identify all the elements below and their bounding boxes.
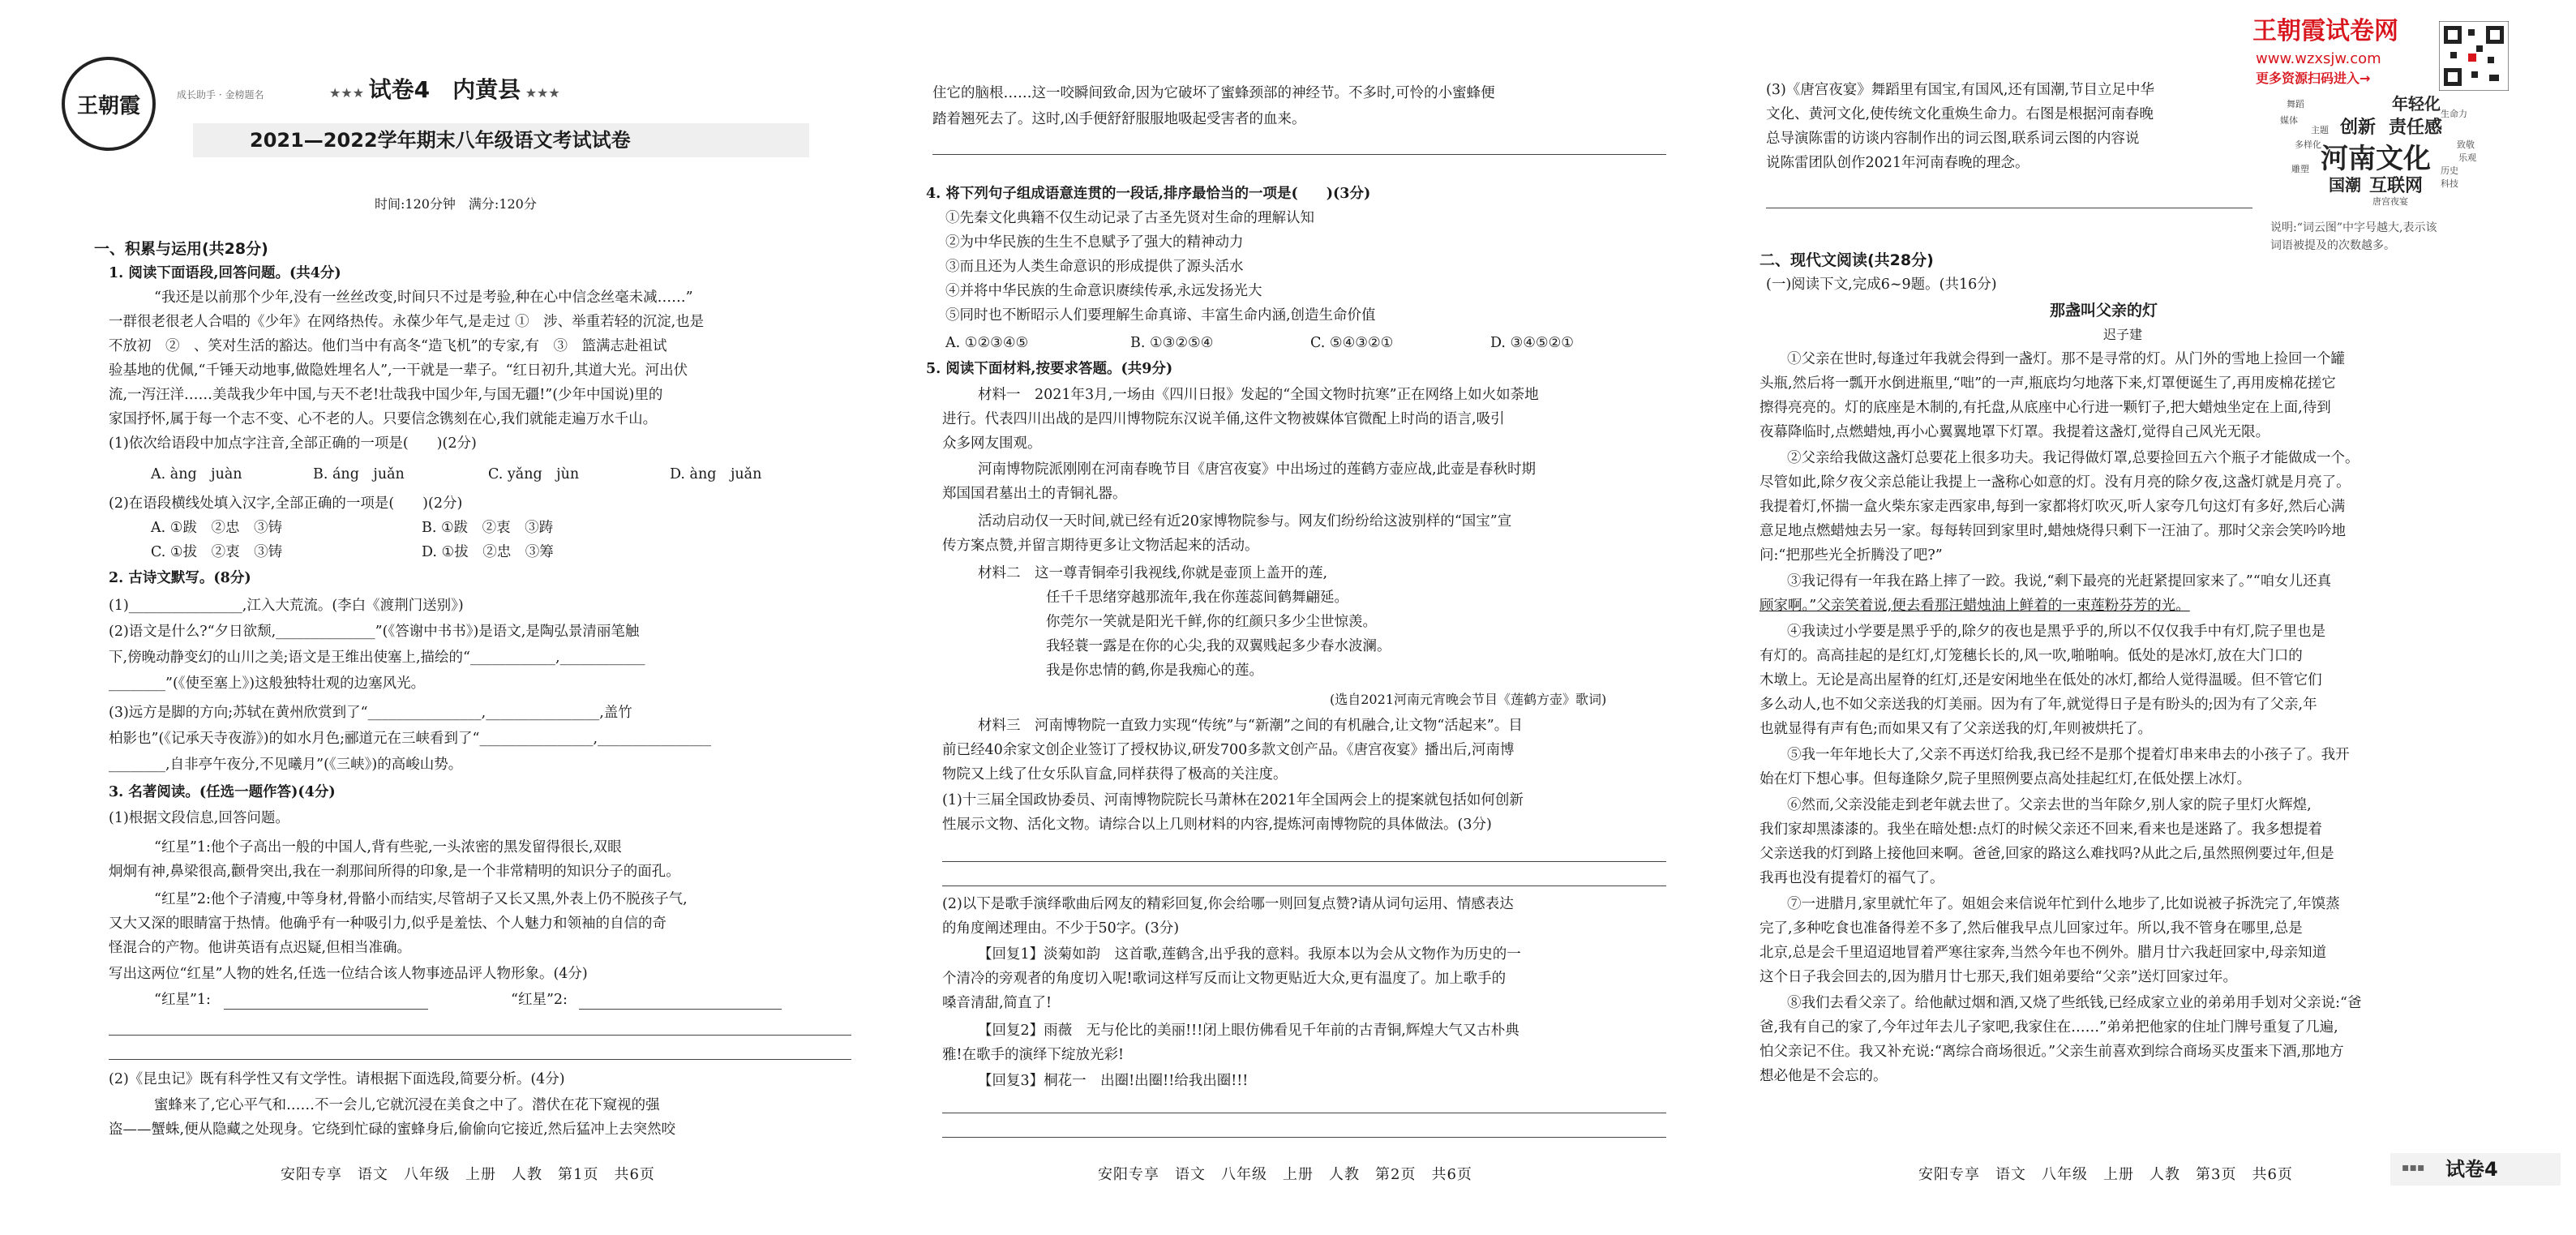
para: (2)语文是什么?“夕日欲颓,______________”(《答谢中书书》)是语文,是陶弘景清丽笔触 [109, 624, 640, 640]
option: D. àng juǎn [670, 466, 762, 482]
logo-text: 王朝霞 [76, 93, 140, 118]
para: ⑧我们去看父亲了。给他献过烟和酒,又烧了些纸钱,已经成家立业的弟弟用手划对父亲说:“爸 [1787, 995, 2362, 1011]
para: (1)________________,江入大荒流。(李白《渡荆门送别》) [109, 598, 464, 614]
option: B. áng juǎn [313, 466, 405, 482]
q5-sub2: (2)以下是歌手演绎歌曲后网友的精彩回复,你会给哪一则回复点赞?请从词句运用、情感表达 [942, 896, 1514, 912]
para: 北京,总是会千里迢迢地冒着严寒往家奔,当然今年也不例外。腊月廿六我赶回家中,母亲知道 [1759, 945, 2327, 961]
q1-sub2: (2)在语段横线处填入汉字,全部正确的一项是( )(2分) [109, 495, 463, 512]
option: A. ①②③④⑤ [945, 335, 1029, 351]
section-2-title: 二、现代文阅读(共28分) [1759, 251, 1934, 269]
para: 进行。代表四川出战的是四川博物院东汉说羊俑,这件文物被媒体官微配上时尚的语言,吸引 [942, 411, 1505, 427]
q4-item: ③而且还为人类生命意识的形成提供了源头活水 [945, 259, 1244, 275]
q4-item: ④并将中华民族的生命意识赓续传承,永远发扬光大 [945, 283, 1262, 299]
cloud-note: 词语被提及的次数越多。 [2270, 239, 2395, 252]
lyric: 你莞尔一笑就是阳光千鲜,你的红颜只多少尘世惊羡。 [1046, 614, 1378, 630]
qr-code-icon[interactable] [2439, 21, 2509, 91]
word: 乐观 [2458, 152, 2476, 163]
para: ⑦一进腊月,家里就忙年了。姐姐会来信说年忙到什么地步了,比如说被子拆洗完了,年馍蒸 [1787, 896, 2340, 912]
para: 这个日子我会回去的,因为腊月廿七那天,我们姐弟要给“父亲”送灯回家过年。 [1759, 969, 2238, 985]
para: ________,自非亭午夜分,不见曦月”(《三峡》)的高峻山势。 [109, 757, 463, 773]
para: 有灯的。高高挂起的是红灯,灯笼穗长长的,风一吹,啪啪响。低处的是冰灯,放在大门口的 [1759, 648, 2303, 664]
q1: 1. 阅读下面语段,回答问题。(共4分) [109, 265, 341, 281]
grid-icon: ▪▪▪ [2402, 1161, 2425, 1174]
page-2 [926, 0, 1666, 1235]
para: 不放初 ② 、笑对生活的豁达。他们当中有高冬“造飞机”的专家,有 ③ 篮满志赴祖试 [109, 338, 667, 354]
word: 创新 [2340, 118, 2377, 138]
para: 擦得亮亮的。灯的底座是木制的,有托盘,从底座中心行进一颗钉子,把大蜡烛坐定在上面,待到 [1759, 400, 2331, 416]
word: 责任感 [2389, 118, 2443, 138]
logo [62, 57, 156, 151]
para: 嗓音清甜,简直了! [942, 995, 1052, 1011]
para: “红星”2:他个子清瘦,中等身材,骨骼小而结实,尽管胡子又长又黑,外表上仍不脱孩子气, [154, 891, 688, 907]
para: 我们家却黑漆漆的。我坐在暗处想:点灯的时候父亲还不回来,看来也是迷路了。我多想提着 [1759, 821, 2322, 838]
answer-line[interactable] [942, 861, 1666, 862]
para: 家国抒怀,属于每一个志不变、心不老的人。只要信念镌刻在心,我们就能走遍万水千山。 [109, 411, 658, 427]
page-footer: 安阳专享 语文 八年级 上册 人教 第3页 共6页 [1918, 1166, 2293, 1183]
word: 唐宫夜宴 [2372, 196, 2408, 207]
para: 头瓶,然后将一瓢开水倒进瓶里,“咄”的一声,瓶底均匀地落下来,灯罩便诞生了,再用废棉花搓它 [1759, 375, 2336, 392]
para: 炯炯有神,鼻梁很高,颧骨突出,我在一刹那间所得的印象,是一个非常精明的知识分子的面孔。 [109, 864, 680, 880]
answer-label: “红星”1: [154, 992, 211, 1008]
source-note: (选自2021河南元宵晚会节目《莲鹤方壶》歌词) [1330, 692, 1607, 707]
q4-item: ⑤同时也不断昭示人们要理解生命真谛、丰富生命内涵,创造生命价值 [945, 307, 1376, 324]
para: (3)《唐宫夜宴》舞蹈里有国宝,有国风,还有国潮,节目立足中华 [1766, 82, 2154, 98]
para: 物院又上线了仕女乐队盲盒,同样获得了极高的关注度。 [942, 766, 1288, 783]
option: C. yǎng jùn [488, 466, 580, 482]
word: 雕塑 [2291, 164, 2309, 174]
material-3: 材料三 河南博物院一直致力实现“传统”与“新潮”之间的有机融合,让文物“活起来”。目 [978, 718, 1523, 734]
para: 雅!在歌手的演绎下绽放光彩! [942, 1047, 1125, 1063]
para: (3)远方是脚的方向;苏轼在黄州欣赏到了“________________,________________,盖竹 [109, 705, 632, 721]
brand-name: 王朝霞试卷网 [2252, 17, 2398, 45]
word: 历史 [2441, 165, 2458, 176]
para: ③我记得有一年我在路上摔了一跤。我说,“剩下最亮的光赶紧提回家来了。”“咱女儿还真 [1787, 573, 2332, 590]
para: ④我读过小学要是黑乎乎的,除夕的夜也是黑乎乎的,所以不仅仅我手中有灯,院子里也是 [1787, 624, 2326, 640]
para: “我还是以前那个少年,没有一丝丝改变,时间只不过是考验,种在心中信念丝毫未减……” [154, 289, 693, 306]
lyric: 我轻蓑一露是在你的心尖,我的双翼贱起多少春水波澜。 [1046, 638, 1391, 654]
brand-slogan: 更多资源扫码进入→ [2256, 71, 2371, 86]
option: D. ③④⑤②① [1490, 335, 1574, 351]
word: 国潮 [2329, 175, 2361, 195]
q3: 3. 名著阅读。(任选一题作答)(4分) [109, 784, 336, 800]
para: 我提着灯,怀揣一盒火柴东家走西家串,每到一家都将灯吹灭,听人家夸几句这灯有多好,然后心满 [1759, 499, 2346, 515]
q5-sub1: 性展示文物、活化文物。请综合以上几则材料的内容,提炼河南博物院的具体做法。(3分) [942, 817, 1492, 833]
answer-line[interactable] [109, 1035, 851, 1036]
word: 河南文化 [2321, 143, 2431, 175]
answer-line[interactable] [224, 1009, 428, 1010]
answer-line[interactable] [579, 1009, 782, 1010]
option: A. àng juàn [151, 466, 242, 482]
para: 传方案点赞,并留言期待更多让文物活起来的活动。 [942, 538, 1259, 554]
answer-label: “红星”2: [511, 992, 568, 1008]
reply-1: 【回复1】淡菊如韵 这首歌,莲鹤含,出乎我的意料。我原本以为会从文物作为历史的一 [978, 946, 1521, 963]
para: 想必他是不会忘的。 [1759, 1068, 1888, 1084]
article-author: 迟子建 [2103, 327, 2143, 342]
para: “红星”1:他个子高出一般的中国人,背有些驼,一头浓密的黑发留得很长,双眼 [154, 839, 622, 855]
paper-heading: ★★★ 试卷4 内黄县 ★★★ [329, 76, 560, 103]
para: 踏着翘死去了。这时,凶手便舒舒服服地吸起受害者的血来。 [932, 111, 1306, 127]
option: D. ①拔 ②忠 ③筹 [422, 544, 554, 560]
para: ⑥然而,父亲没能走到老年就去世了。父亲去世的当年除夕,别人家的院子里灯火辉煌, [1787, 797, 2312, 813]
option: B. ①③②⑤④ [1130, 335, 1214, 351]
section-1-title: 一、积累与运用(共28分) [94, 240, 268, 258]
para: 验基地的优佩,“千锤天动地事,做隐姓埋名人”,一干就是一辈子。“红日初升,其道大光。河出伏 [109, 362, 688, 379]
lyric: 任千千思绪穿越那流年,我在你莲蕊间鹤舞翩延。 [1046, 590, 1349, 606]
word: 生命力 [2441, 109, 2467, 119]
para: 又大又深的眼睛富于热情。他确乎有一种吸引力,似乎是羞怯、个人魅力和领袖的自信的奇 [109, 916, 667, 932]
para-underlined: 顾家啊。”父亲笑着说,便去看那汪蜡烛油上鲜着的一束莲粉芬芳的光。 [1759, 598, 2190, 614]
para: 说陈雷团队创作2021年河南春晚的理念。 [1766, 155, 2030, 171]
option: C. ⑤④③②① [1310, 335, 1394, 351]
para: 文化、黄河文化,使传统文化重焕生命力。右图是根据河南春晚 [1766, 106, 2154, 122]
option: B. ①跋 ②衷 ③踌 [422, 520, 554, 536]
subsection: (一)阅读下文,完成6~9题。(共16分) [1766, 277, 1997, 293]
para: 前已经40余家文创企业签订了授权协议,研发700多款文创产品。《唐宫夜宴》播出后,河南博 [942, 742, 1515, 758]
reply-2: 【回复2】雨薇 无与伦比的美丽!!!闭上眼仿佛看见千年前的古青铜,辉煌大气又古朴典 [978, 1023, 1519, 1039]
exam-title: 2021—2022学年期末八年级语文考试试卷 [250, 129, 631, 152]
para: 柏影也”(《记承天寺夜游》)的如水月色;郦道元在三峡看到了“________________,________________ [109, 731, 712, 747]
para: 怪混合的产物。他讲英语有点迟疑,但相当准确。 [109, 940, 412, 956]
para: 问:“把那些光全折腾没了吧?” [1759, 547, 1943, 564]
para: ①父亲在世时,每逢过年我就会得到一盏灯。那不是寻常的灯。从门外的雪地上捡回一个罐 [1787, 351, 2346, 367]
lyric: 我是你忠情的鹤,你是我痴心的莲。 [1046, 663, 1264, 679]
q2: 2. 古诗文默写。(8分) [109, 570, 251, 586]
para: 尽管如此,除夕夜父亲总能让我提上一盏称心如意的灯。没有月亮的除夕夜,这盏灯就是月亮了。 [1759, 474, 2351, 491]
para: 完了,多种吃食也准备得差不多了,然后催我早点儿回家过年。所以,我不管身在哪里,总是 [1759, 920, 2303, 937]
para: (1)根据文段信息,回答问题。 [109, 810, 289, 826]
title-band [193, 123, 809, 157]
para: 河南博物院派刚刚在河南春晚节目《唐宫夜宴》中出场过的莲鹤方壶应战,此壶是春秋时期 [978, 461, 1537, 478]
para: 一群很老很老人合唱的《少年》在网络热传。永葆少年气,是走过 ① 涉、举重若轻的沉淀,也是 [109, 314, 705, 330]
cloud-note: 说明:“词云图”中字号越大,表示该 [2270, 221, 2437, 234]
q5-sub2: 的角度阐述理由。不少于50字。(3分) [942, 920, 1180, 937]
para: 活动启动仅一天时间,就已经有近20家博物院参与。网友们纷纷给这波别样的“国宝”宣 [978, 513, 1512, 530]
answer-line[interactable] [109, 1059, 851, 1060]
answer-line[interactable] [942, 1137, 1666, 1138]
para: ________”(《使至塞上》)这般独特壮观的边塞风光。 [109, 675, 426, 692]
option: A. ①跋 ②忠 ③铸 [151, 520, 282, 536]
logo-sub: 成长助手 · 金榜题名 [177, 89, 264, 101]
q4: 4. 将下列句子组成语意连贯的一段话,排序最恰当的一项是( )(3分) [926, 186, 1371, 202]
para: (2)《昆虫记》既有科学性又有文学性。请根据下面选段,简要分析。(4分) [109, 1071, 565, 1087]
option: C. ①拔 ②衷 ③铸 [151, 544, 283, 560]
word: 科技 [2441, 178, 2458, 189]
para: 蜜蜂来了,它心平气和……不一会儿,它就沉浸在美食之中了。潜伏在花下窥视的强 [154, 1097, 660, 1113]
article-title: 那盏叫父亲的灯 [2050, 302, 2158, 319]
q5: 5. 阅读下面材料,按要求答题。(共9分) [926, 361, 1173, 377]
exam-meta: 时间:120分钟 满分:120分 [375, 196, 537, 212]
word: 舞蹈 [2287, 99, 2304, 109]
q4-item: ②为中华民族的生生不息赋予了强大的精神动力 [945, 234, 1244, 251]
para: 盗——蟹蛛,便从隐藏之处现身。它绕到忙碌的蜜蜂身后,偷偷向它接近,然后猛冲上去突然咬 [109, 1121, 676, 1138]
para: 个清冷的旁观者的角度切入呢!歌词这样写反而让文物更贴近大众,更有温度了。加上歌手的 [942, 971, 1507, 987]
para: 总导演陈雷的访谈内容制作出的词云图,联系词云图的内容说 [1766, 131, 2140, 147]
word: 互联网 [2369, 176, 2424, 196]
page-3 [1759, 0, 2558, 1235]
page-footer: 安阳专享 语文 八年级 上册 人教 第1页 共6页 [281, 1166, 655, 1183]
para: 父亲送我的灯到路上接他回来啊。爸爸,回家的路这么难找吗?从此之后,虽然照例要过年,但是 [1759, 846, 2334, 862]
para: 也就显得有声有色;而如果又有了父亲送我的灯,年则被烘托了。 [1759, 721, 2152, 737]
answer-line[interactable] [932, 154, 1666, 155]
para: 我再也没有提着灯的福气了。 [1759, 870, 1944, 886]
brand-url[interactable]: www.wzxsjw.com [2256, 50, 2381, 67]
para: 郑国国君墓出土的青铜礼器。 [942, 486, 1127, 502]
page-footer: 安阳专享 语文 八年级 上册 人教 第2页 共6页 [1098, 1166, 1472, 1183]
q1-sub1: (1)依次给语段中加点字注音,全部正确的一项是( )(2分) [109, 435, 477, 452]
para: 怕父亲记不住。我又补充说:“离综合商场很近。”父亲生前喜欢到综合商场买皮蛋来下酒,那地方 [1759, 1044, 2344, 1060]
para: 多么动人,也不如父亲送我的灯美丽。因为有了年,就觉得日子是有盼头的;因为有了父亲,年 [1759, 697, 2317, 713]
para: 众多网友围观。 [942, 435, 1042, 452]
para: 写出这两位“红星”人物的姓名,任选一位结合该人物事迹品评人物形象。(4分) [109, 966, 588, 982]
para: ②父亲给我做这盏灯总要花上很多功夫。我记得做灯罩,总要捡回五六个瓶子才能做成一个。 [1787, 450, 2360, 466]
para: 始在灯下想心事。但每逢除夕,院子里照例要点高处挂起红灯,在低处摆上冰灯。 [1759, 771, 2252, 787]
word: 致敬 [2457, 139, 2475, 150]
para: 住它的脑根……这一咬瞬间致命,因为它破坏了蜜蜂颈部的神经节。不多时,可怜的小蜜蜂便 [932, 85, 1495, 101]
para: 夜幕降临时,点燃蜡烛,再小心翼翼地罩下灯罩。我提着这盏灯,觉得自己风光无限。 [1759, 424, 2270, 440]
corner-badge [2390, 1153, 2561, 1186]
material-2: 材料二 这一尊青铜牵引我视线,你就是壶顶上盖开的莲, [978, 565, 1328, 581]
word: 年轻化 [2392, 94, 2441, 114]
para: ⑤我一年年地长大了,父亲不再送灯给我,我已经不是那个提着灯串来串去的小孩子了。我开 [1787, 747, 2350, 763]
page-1 [76, 0, 851, 1235]
para: 流,一泻汪洋……美哉我少年中国,与天不老!壮哉我中国少年,与国无疆!”(少年中国说)里的 [109, 387, 663, 403]
q4-item: ①先秦文化典籍不仅生动记录了古圣先贤对生命的理解认知 [945, 210, 1314, 226]
word: 多样化 [2295, 139, 2321, 150]
para: 爸,我有自己的家了,今年过年去儿子家吧,我家住在……”弟弟把他家的住址门牌号重复了几遍, [1759, 1019, 2338, 1036]
material-1: 材料一 2021年3月,一场由《四川日报》发起的“全国文物时抗寒”正在网络上如火如荼地 [978, 387, 1539, 403]
word: 媒体 [2280, 115, 2298, 126]
word-cloud [2278, 89, 2522, 227]
q5-sub1: (1)十三届全国政协委员、河南博物院院长马萧林在2021年全国两会上的提案就包括如何创新 [942, 792, 1524, 808]
para: 下,傍晚动静变幻的山川之美;语文是王维出使塞上,描绘的“____________,____________ [109, 650, 645, 666]
corner-label: 试卷4 [2445, 1158, 2498, 1181]
reply-3: 【回复3】桐花一 出圈!出圈!!给我出圈!!! [978, 1073, 1249, 1089]
para: 木墩上。无论是高出屋脊的红灯,还是安闲地坐在低处的冰灯,都给人觉得温暖。但不管它们 [1759, 672, 2322, 688]
word: 主题 [2311, 125, 2329, 135]
para: 意足地点燃蜡烛去另一家。每每转回到家里时,蜡烛烧得只剩下一汪油了。那时父亲会笑吟吟地 [1759, 523, 2347, 539]
